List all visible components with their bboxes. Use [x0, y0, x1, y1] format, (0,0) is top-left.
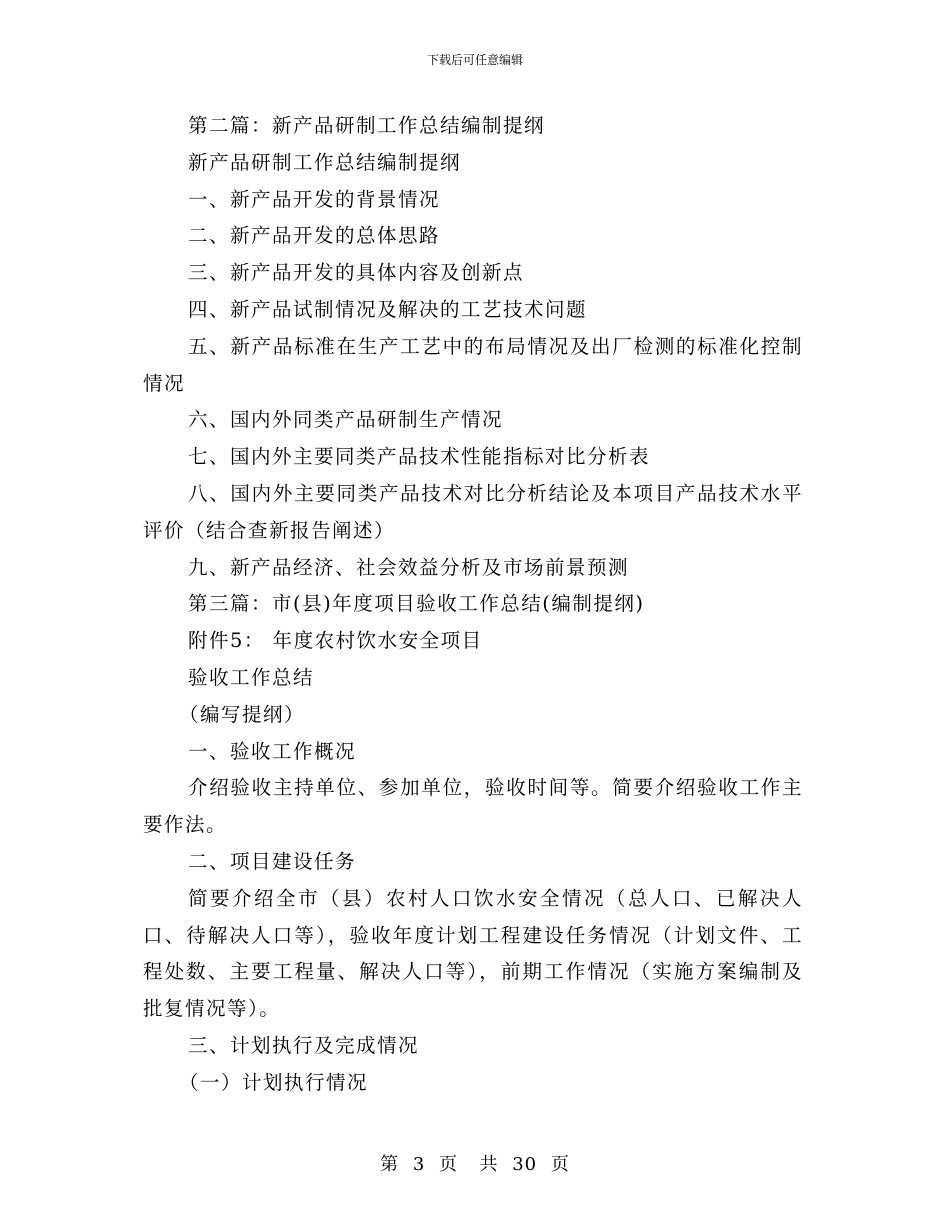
footer-suffix: 页	[550, 1154, 570, 1175]
outline-item: 二、新产品开发的总体思路	[188, 224, 441, 248]
page-footer	[0, 1153, 950, 1177]
attachment-note: （编写提纲）	[179, 702, 306, 726]
current-page-number: 3	[412, 1154, 426, 1175]
outline-heading: 三、计划执行及完成情况	[188, 1033, 420, 1057]
attachment-subtitle: 验收工作总结	[188, 665, 315, 689]
attachment-title: 附件5： 年度农村饮水安全项目	[188, 629, 483, 653]
outline-item: 八、国内外主要同类产品技术对比分析结论及本项目产品技术水平评价（结合查新报告阐述）	[143, 481, 803, 542]
section-title: 第三篇：市(县)年度项目验收工作总结(编制提纲)	[188, 592, 645, 616]
outline-item: 九、新产品经济、社会效益分析及市场前景预测	[188, 555, 630, 579]
outline-item: 七、国内外主要同类产品技术性能指标对比分析表	[188, 445, 651, 469]
outline-item: 四、新产品试制情况及解决的工艺技术问题	[188, 297, 588, 321]
page-header: 下载后可任意编辑	[426, 53, 523, 67]
outline-item: 五、新产品标准在生产工艺中的布局情况及出厂检测的标准化控制情况	[143, 334, 803, 395]
doc-title: 新产品研制工作总结编制提纲	[188, 150, 462, 174]
footer-total-word: 共	[479, 1154, 499, 1175]
outline-subheading: （一）计划执行情况	[179, 1070, 369, 1094]
section-title: 第二篇：新产品研制工作总结编制提纲	[188, 114, 546, 137]
total-page-count: 30	[512, 1154, 538, 1175]
body-paragraph: 简要介绍全市（县）农村人口饮水安全情况（总人口、已解决人口、待解决人口等），验收年度计划工程建设任务情况（计划文件、工程处数、主要工程量、解决人口等），前期工作情况（实施方案编制及批复情况等）。	[143, 886, 803, 1021]
outline-item: 一、新产品开发的背景情况	[188, 187, 441, 211]
body-paragraph: 介绍验收主持单位、参加单位，验收时间等。简要介绍验收工作主要作法。	[143, 776, 803, 837]
outline-heading: 一、验收工作概况	[188, 739, 357, 763]
footer-prefix: 第	[380, 1154, 400, 1175]
outline-heading: 二、项目建设任务	[188, 849, 357, 873]
outline-item: 三、新产品开发的具体内容及创新点	[188, 261, 525, 285]
footer-page-word: 页	[439, 1154, 459, 1175]
document-body	[143, 108, 803, 1102]
outline-item: 六、国内外同类产品研制生产情况	[188, 408, 504, 432]
